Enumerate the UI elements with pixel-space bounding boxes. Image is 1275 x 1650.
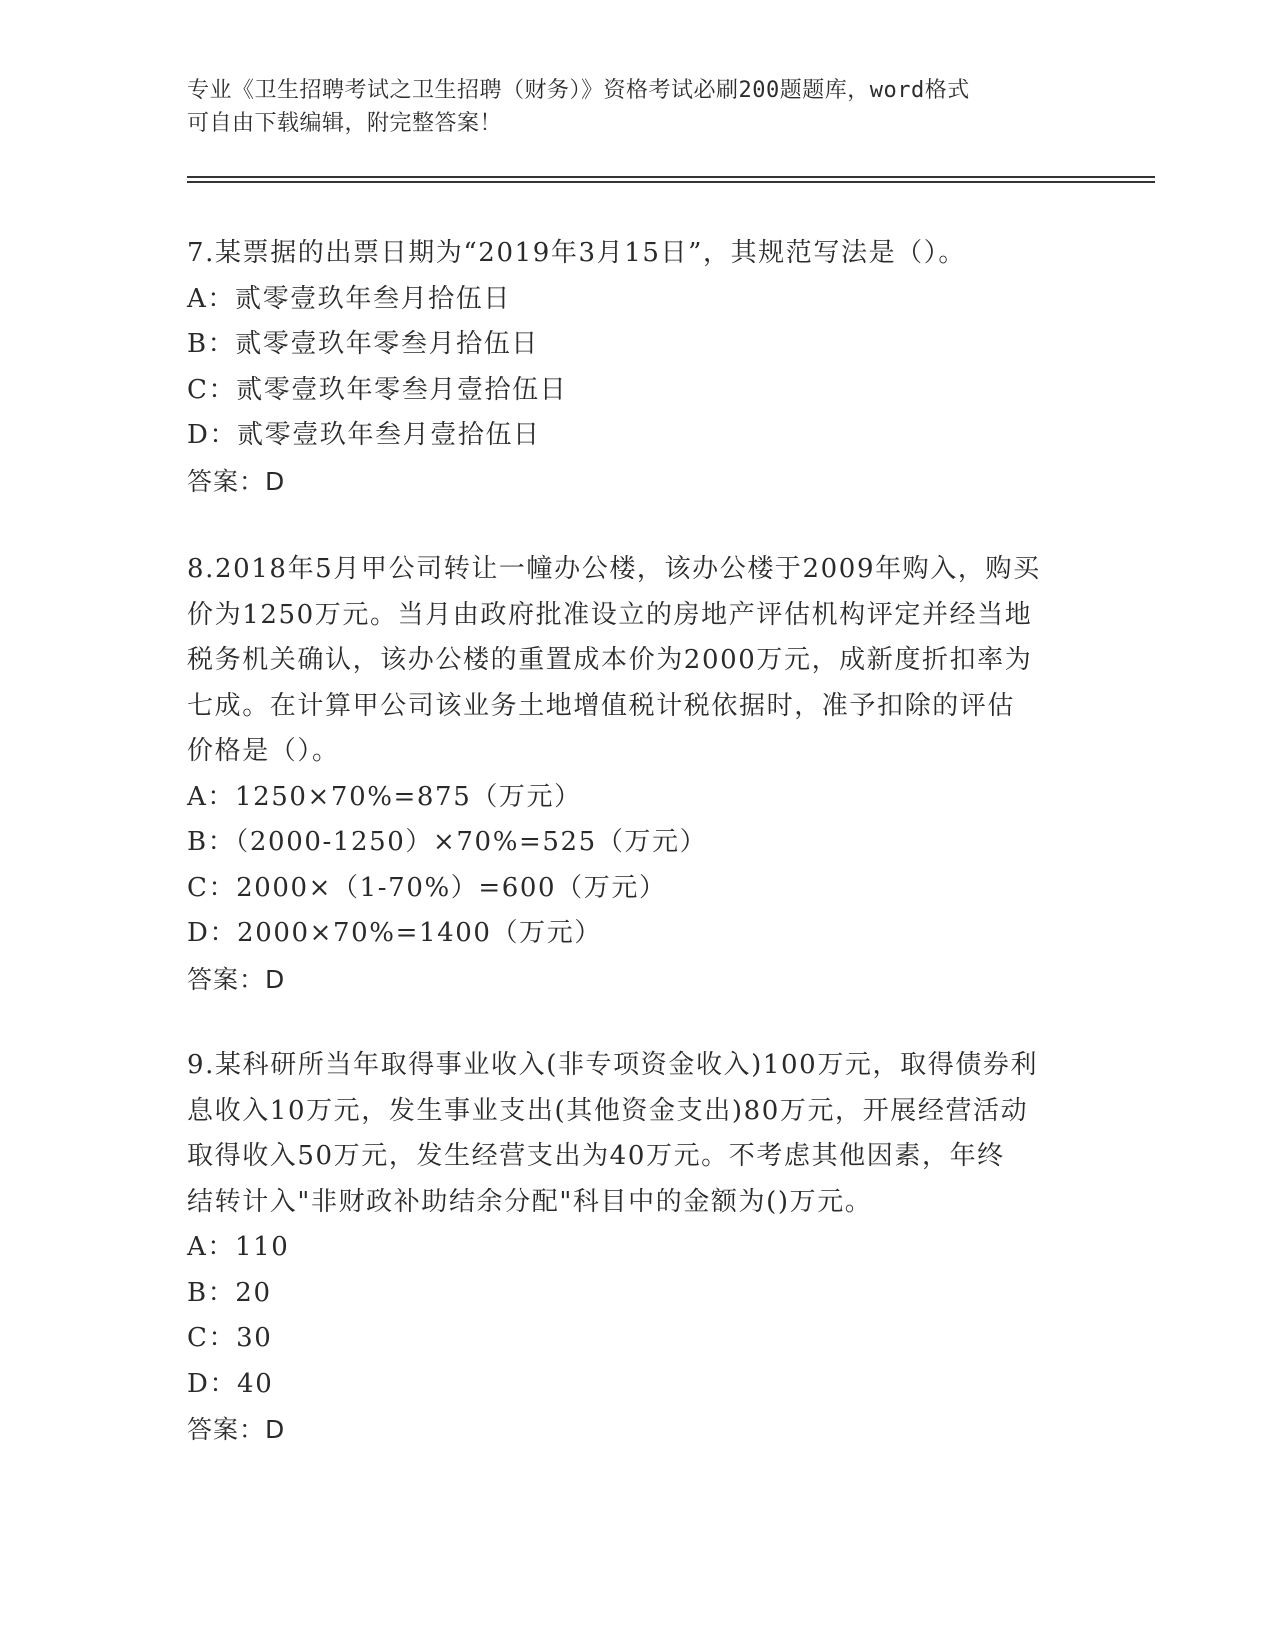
question-stem-line: 8.2018年5月甲公司转让一幢办公楼，该办公楼于2009年购入，购买 [187,554,1041,584]
document-header [187,74,1087,140]
option-d: D：40 [187,1368,274,1399]
question-stem-line: 税务机关确认，该办公楼的重置成本价为2000万元，成新度折扣率为 [187,645,1033,675]
option-b: B：贰零壹玖年零叁月拾伍日 [187,329,539,359]
header-divider [187,181,1155,183]
question-stem-line: 价格是（）。 [187,736,340,766]
option-a: A：110 [187,1232,290,1262]
question-stem-line: 七成。在计算甲公司该业务土地增值税计税依据时，准予扣除的评估 [187,690,1016,721]
header-line: 专业《卫生招聘考试之卫生招聘（财务）》资格考试必刷200题题库，word格式 [187,78,970,103]
option-d: D：贰零壹玖年叁月壹拾伍日 [187,420,541,450]
question-stem-line: 息收入10万元，发生事业支出(其他资金支出)80万元，开展经营活动 [187,1095,1029,1126]
header-line: 可自由下载编辑，附完整答案！ [187,111,503,136]
question-stem-line: 9.某科研所当年取得事业收入(非专项资金收入)100万元，取得债券利 [187,1050,1039,1080]
question-stem-line: 7.某票据的出票日期为“2019年3月15日”，其规范写法是（）。 [187,238,966,268]
question-stem-line: 取得收入50万元，发生经营支出为40万元。不考虑其他因素，年终 [187,1141,1005,1171]
question-7 [187,231,1087,547]
answer-label: 答案：D [187,964,286,994]
option-a: A：1250×70%=875（万元） [187,781,582,812]
option-c: C：贰零壹玖年零叁月壹拾伍日 [187,374,568,405]
option-c: C：2000×（1-70%）=600（万元） [187,872,667,903]
question-stem-line: 结转计入"非财政补助结余分配"科目中的金额为()万元。 [187,1186,873,1217]
header-divider [187,176,1155,178]
answer-label: 答案：D [187,466,286,496]
question-9 [187,1043,1087,1453]
question-8 [187,547,1087,1043]
option-d: D：2000×70%=1400（万元） [187,918,602,948]
option-a: A：贰零壹玖年叁月拾伍日 [187,283,511,314]
option-b: B：20 [187,1277,272,1308]
question-list [187,231,1087,1453]
answer-label: 答案：D [187,1415,286,1444]
question-stem-line: 价为1250万元。当月由政府批准设立的房地产评估机构评定并经当地 [187,599,1033,630]
option-b: B：（2000-1250）×70%=525（万元） [187,827,708,857]
option-c: C：30 [187,1323,273,1353]
